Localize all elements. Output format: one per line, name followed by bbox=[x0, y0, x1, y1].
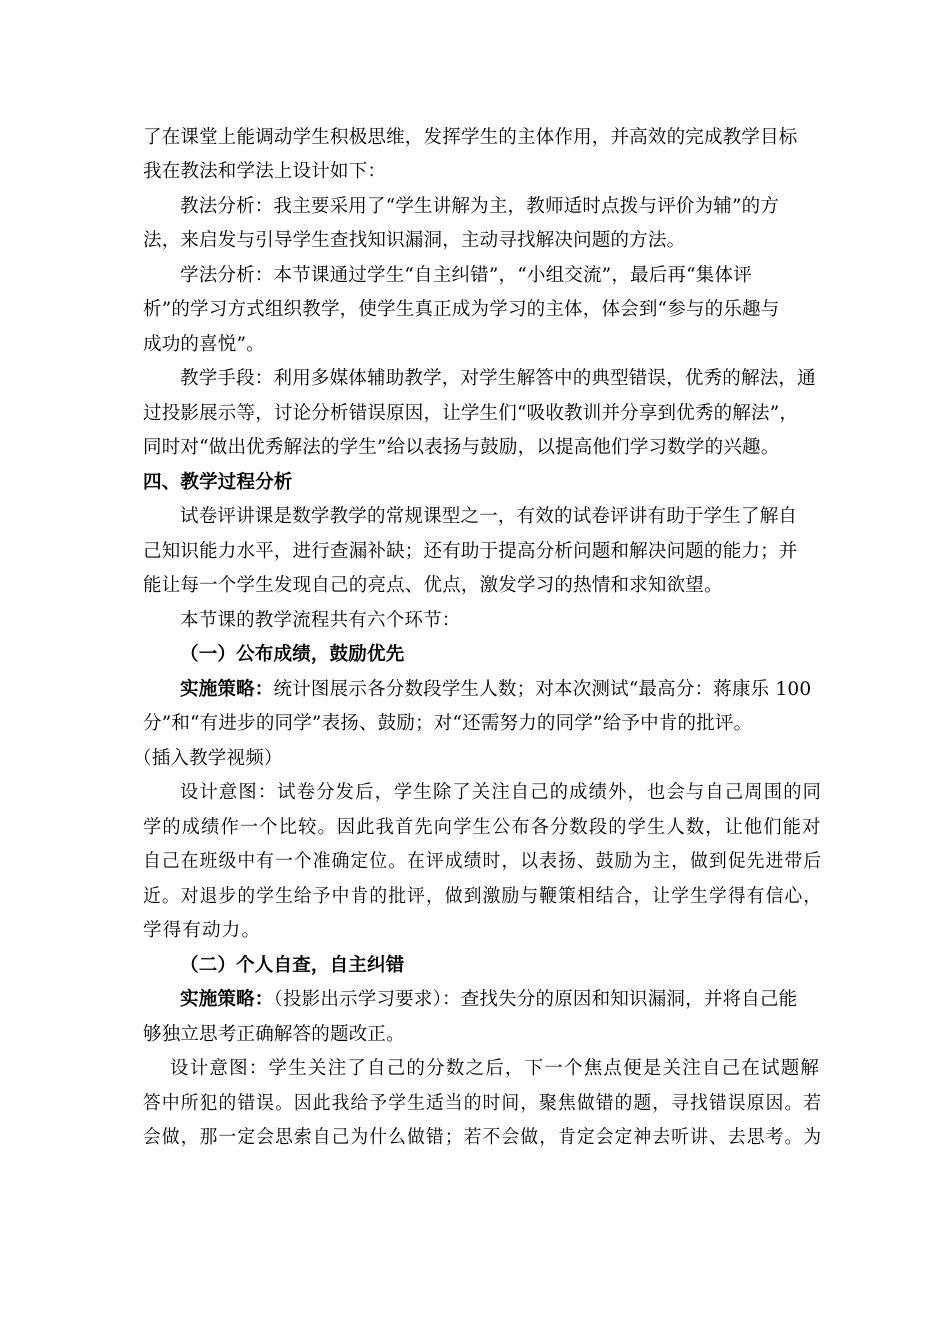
paragraph-line: 教法分析：我主要采用了“学生讲解为主，教师适时点拨与评价为辅”的方 bbox=[180, 196, 780, 217]
paragraph-line: （插入教学视频） bbox=[133, 748, 283, 769]
paragraph-line: 设计意图：试卷分发后，学生除了关注自己的成绩外，也会与自己周围的同 bbox=[180, 782, 823, 803]
strategy-label: 实施策略： bbox=[180, 989, 274, 1010]
strategy-label: 实施策略： bbox=[180, 679, 274, 700]
paragraph-line: 同时对“做出优秀解法的学生”给以表扬与鼓励，以提高他们学习数学的兴趣。 bbox=[143, 437, 780, 458]
paragraph-line: 够独立思考正确解答的题改正。 bbox=[143, 1024, 405, 1045]
paragraph-line: 析”的学习方式组织教学，使学生真正成为学习的主体，体会到“参与的乐趣与 bbox=[143, 299, 780, 320]
paragraph-line: 成功的喜悦”。 bbox=[143, 334, 265, 355]
paragraph-line: 了在课堂上能调动学生积极思维，发挥学生的主体作用，并高效的完成教学目标 bbox=[143, 127, 798, 148]
section-heading: 四、教学过程分析 bbox=[143, 472, 293, 493]
paragraph-line: 会做，那一定会思索自己为什么做错；若不会做，肯定会定神去听讲、去思考。为 bbox=[143, 1127, 823, 1148]
paragraph-line: 答中所犯的错误。因此我给予学生适当的时间，聚焦做错的题，寻找错误原因。若 bbox=[143, 1093, 823, 1114]
subsection-heading: （一）公布成绩，鼓励优先 bbox=[180, 644, 405, 665]
strategy-text: 统计图展示各分数段学生人数；对本次测试“最高分：蒋康乐 100 bbox=[273, 679, 812, 700]
paragraph-line: 自己在班级中有一个准确定位。在评成绩时，以表扬、鼓励为主，做到促先进带后 bbox=[143, 851, 823, 872]
paragraph-line: 学得有动力。 bbox=[143, 920, 262, 941]
paragraph-line: 法，来启发与引导学生查找知识漏洞，主动寻找解决问题的方法。 bbox=[143, 230, 686, 251]
paragraph-line: 分”和“有进步的同学”表扬、鼓励；对“还需努力的同学”给予中肯的批评。 bbox=[143, 713, 753, 734]
paragraph-line bbox=[180, 678, 811, 702]
paragraph-line: 学法分析：本节课通过学生“自主纠错”，“小组交流”，最后再“集体评 bbox=[180, 265, 752, 286]
paragraph-line: 学的成绩作一个比较。因此我首先向学生公布各分数段的学生人数，让他们能对 bbox=[143, 817, 822, 838]
paragraph-line: 本节课的教学流程共有六个环节： bbox=[180, 610, 461, 631]
paragraph-line: 己知识能力水平，进行查漏补缺；还有助于提高分析问题和解决问题的能力；并 bbox=[143, 541, 798, 562]
paragraph-line: 过投影展示等，讨论分析错误原因，让学生们“吸收教训并分享到优秀的解法”， bbox=[143, 403, 799, 424]
paragraph-line: 近。对退步的学生给予中肯的批评，做到激励与鞭策相结合，让学生学得有信心， bbox=[143, 886, 823, 907]
paragraph-line: 能让每一个学生发现自己的亮点、优点，激发学习的热情和求知欲望。 bbox=[143, 575, 723, 596]
paragraph-line: 设计意图：学生关注了自己的分数之后，下一个焦点便是关注自己在试题解 bbox=[170, 1058, 821, 1079]
paragraph-line: 试卷评讲课是数学教学的常规课型之一，有效的试卷评讲有助于学生了解自 bbox=[180, 506, 798, 527]
paragraph-line: 教学手段：利用多媒体辅助教学，对学生解答中的典型错误，优秀的解法，通 bbox=[180, 368, 816, 389]
paragraph-line bbox=[180, 988, 797, 1012]
strategy-text: （投影出示学习要求）：查找失分的原因和知识漏洞，并将自己能 bbox=[273, 989, 798, 1010]
subsection-heading: （二）个人自查，自主纠错 bbox=[180, 955, 405, 976]
paragraph-line: 我在教法和学法上设计如下： bbox=[143, 161, 387, 182]
